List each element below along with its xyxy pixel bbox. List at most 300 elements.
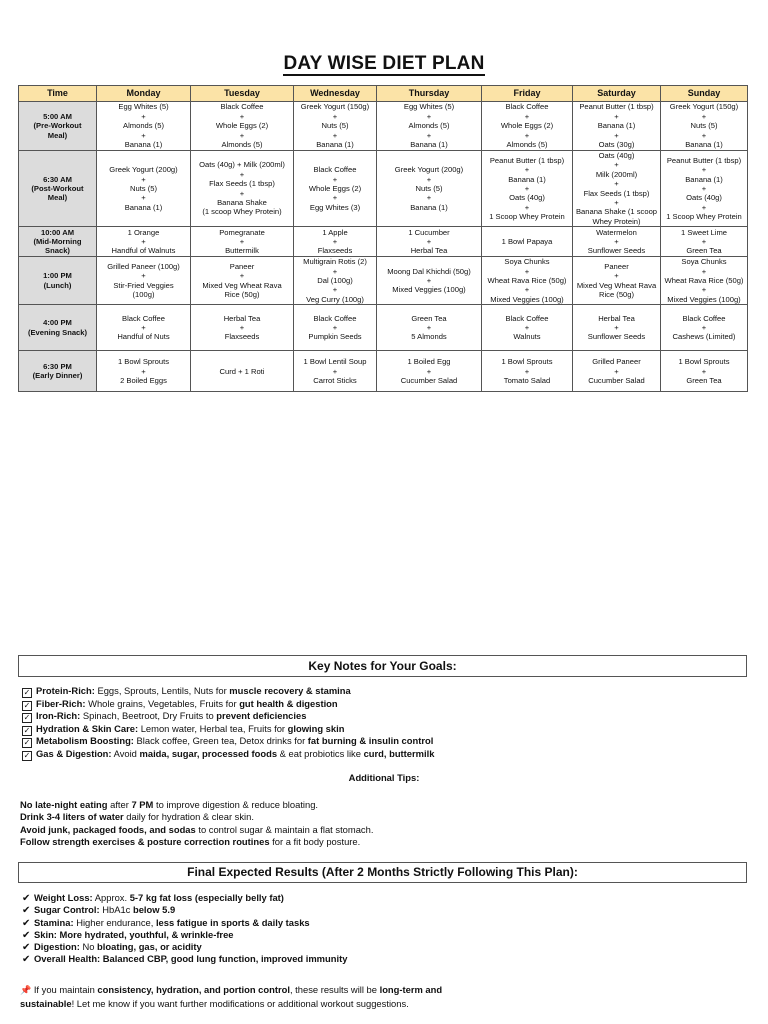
meal-item: Greek Yogurt (200g) [394, 165, 464, 175]
meal-item: 1 Scoop Whey Protein [489, 212, 565, 222]
meal-cell [482, 151, 573, 227]
meal-item: + [141, 366, 146, 376]
key-note-item [22, 748, 742, 761]
tip-emphasis: Avoid junk, packaged foods, and sodas [20, 823, 196, 835]
meal-item: 1 Cucumber [408, 227, 450, 237]
result-emphasis: bloating, gas, or acidity [97, 941, 202, 953]
diet-plan-table [18, 85, 748, 392]
meal-item: Flax Seeds (1 tbsp) [583, 188, 650, 198]
meal-item: Flaxseeds [224, 332, 260, 342]
meal-item: Egg Whites (5) [118, 102, 169, 112]
meal-cell [294, 351, 377, 392]
meal-item: + [524, 130, 530, 140]
meal-item: Multigrain Rotis (2) [303, 257, 367, 267]
note-emphasis: glowing skin [287, 722, 345, 734]
column-header-friday: Friday [482, 86, 573, 102]
time-label: (Pre-Workout [33, 121, 82, 131]
tip-text-2: to improve digestion & reduce bloating. [153, 799, 319, 810]
meal-item: Moong Dal Khichdi (50g) [387, 266, 471, 276]
result-emphasis: below 5.9 [132, 904, 176, 916]
heavy-check-icon: ✔ [22, 954, 31, 966]
meal-item: Greek Yogurt (150g) [669, 102, 739, 112]
pushpin-icon: 📌 [20, 986, 32, 996]
result-label: Digestion: [34, 941, 80, 953]
note-text: Spinach, Beetroot, Dry Fruits to [80, 710, 217, 722]
meal-cell [482, 305, 573, 351]
meal-item: + [141, 111, 146, 121]
tip-emphasis: No late-night eating [20, 799, 108, 810]
note-emphasis: fat burning & insulin control [307, 735, 434, 747]
meal-cell [294, 102, 377, 151]
meal-item: + [701, 266, 707, 276]
tip-item [20, 824, 750, 836]
meal-item: Oats (40g) [686, 193, 722, 203]
result-item [22, 904, 742, 916]
meal-item: Wheat Rava Rice (50g) [487, 276, 567, 286]
meal-item: Soya Chunks [681, 257, 727, 267]
meal-item: Buttermilk [225, 246, 259, 256]
meal-item: Mixed Veg Wheat Rava [576, 280, 657, 290]
meal-item: Grilled Paneer (100g) [107, 261, 180, 271]
meal-item: Banana (1) [124, 140, 163, 150]
meal-item: 1 Bowl Sprouts [501, 357, 553, 367]
checkbox-check-icon: ✓ [23, 750, 31, 760]
meal-item: Almonds (5) [221, 140, 263, 150]
meal-item: + [141, 323, 146, 333]
meal-item: Rice (50g) [598, 290, 635, 300]
meal-item: Veg Curry (100g) [306, 294, 364, 304]
meal-cell [97, 257, 191, 305]
tip-emphasis: Drink 3-4 liters of water [20, 811, 124, 823]
meal-item: Whole Eggs (2) [500, 121, 554, 131]
key-note-item [22, 723, 742, 736]
table-row [19, 102, 748, 151]
meal-item: Carrot Sticks [313, 375, 357, 385]
meal-item: + [239, 130, 245, 140]
meal-item: Peanut Butter (1 tbsp) [666, 155, 742, 165]
meal-item: Banana (1) [124, 202, 163, 212]
meal-item: Banana (1) [410, 202, 448, 212]
meal-cell [661, 257, 748, 305]
meal-item: + [332, 323, 338, 333]
note-text: Eggs, Sprouts, Lentils, Nuts for [94, 685, 230, 696]
meal-item: Pumpkin Seeds [308, 332, 362, 342]
column-header-saturday: Saturday [573, 86, 661, 102]
meal-item: 1 Scoop Whey Protein [666, 212, 742, 222]
time-label: 4:00 PM [43, 318, 72, 328]
meal-item: Oats (40g) [598, 151, 635, 160]
meal-item: + [426, 237, 432, 247]
meal-item: Banana (1) [685, 140, 723, 150]
checkbox-check-icon: ✓ [23, 725, 31, 735]
meal-item: Handful of Walnuts [111, 246, 176, 256]
meal-item: + [426, 111, 432, 121]
meal-cell [573, 257, 661, 305]
note-emphasis-2: curd, buttermilk [363, 747, 435, 759]
meal-item: Milk (200ml) [595, 169, 638, 179]
meal-cell [294, 227, 377, 257]
meal-item: + [332, 174, 338, 184]
meal-item: + [614, 323, 619, 333]
meal-item: + [701, 130, 707, 140]
meal-item: Banana (1) [508, 174, 546, 184]
meal-cell [97, 151, 191, 227]
meal-item: Mixed Veggies (100g) [490, 294, 564, 304]
result-item [22, 892, 742, 904]
column-header-tuesday: Tuesday [191, 86, 294, 102]
meal-item: + [426, 130, 432, 140]
note-label: Gas & Digestion: [36, 747, 112, 759]
time-label: (Mid-Morning [33, 237, 82, 247]
meal-cell [377, 102, 482, 151]
note-label: Metabolism Boosting: [36, 735, 134, 747]
meal-item: Green Tea [686, 375, 722, 385]
meal-item: Black Coffee [220, 102, 264, 112]
meal-item: Handful of Nuts [117, 332, 170, 342]
meal-item: 1 Orange [127, 227, 160, 237]
note-text: Lemon water, Herbal tea, Fruits for [138, 722, 288, 734]
meal-item: Herbal Tea [598, 313, 635, 323]
meal-item: Almonds (5) [408, 121, 450, 131]
meal-cell [573, 151, 661, 227]
meal-cell [482, 351, 573, 392]
meal-cell [97, 351, 191, 392]
meal-item: Banana (1) [685, 174, 723, 184]
column-header-monday: Monday [97, 86, 191, 102]
meal-cell [573, 102, 661, 151]
meal-item: Black Coffee [313, 165, 357, 175]
meal-item: Black Coffee [313, 313, 357, 323]
meal-item: + [332, 111, 338, 121]
meal-item: Peanut Butter (1 tbsp) [489, 155, 565, 165]
time-label: (Evening Snack) [27, 327, 88, 337]
meal-item: Soya Chunks [504, 257, 550, 267]
meal-item: + [701, 323, 707, 333]
meal-cell [294, 305, 377, 351]
meal-item: + [524, 165, 530, 175]
time-label: 5:00 AM [43, 111, 72, 121]
meal-item: + [614, 237, 619, 247]
meal-item: Green Tea [411, 313, 447, 323]
meal-item: Stir-Fried Veggies [113, 280, 174, 290]
heavy-check-icon: ✔ [22, 893, 31, 904]
meal-item: Curd + 1 Roti [219, 366, 265, 376]
time-label: Meal) [47, 193, 68, 203]
column-header-sunday: Sunday [661, 86, 748, 102]
meal-cell [661, 102, 748, 151]
meal-cell [377, 151, 482, 227]
additional-tips-heading: Additional Tips: [348, 772, 420, 783]
meal-item: Whey Protein) [592, 216, 641, 226]
additional-tips-list [20, 799, 750, 848]
meal-item: Almonds (5) [123, 121, 164, 131]
meal-item: Tomato Salad [503, 375, 551, 385]
meal-item: 1 Bowl Papaya [501, 237, 553, 247]
meal-item: Cashews (Limited) [672, 332, 736, 342]
time-cell [19, 151, 97, 227]
table-row [19, 151, 748, 227]
meal-item: 1 Boiled Egg [407, 357, 451, 367]
results-heading: Final Expected Results (After 2 Months Strictly Following This Plan): [18, 862, 747, 883]
meal-item: Sunflower Seeds [587, 332, 646, 342]
tip-item [20, 811, 750, 823]
meal-item: Wheat Rava Rice (50g) [664, 276, 744, 286]
time-label: Snack) [45, 246, 70, 256]
meal-item: + [426, 366, 432, 376]
meal-item: + [239, 237, 245, 247]
time-label: 6:30 AM [43, 174, 72, 184]
time-label: 1:00 PM [43, 271, 72, 281]
meal-item: + [332, 237, 338, 247]
meal-item: 2 Boiled Eggs [120, 375, 167, 385]
meal-item: Mixed Veggies (100g) [392, 285, 466, 295]
meal-cell [482, 102, 573, 151]
result-emphasis: Balanced CBP, good lung function, improved immunity [102, 953, 348, 965]
meal-item: + [701, 183, 707, 193]
meal-item: + [524, 323, 530, 333]
meal-item: Herbal Tea [410, 246, 448, 256]
meal-item: + [524, 202, 530, 212]
key-note-item [22, 685, 742, 698]
meal-item: + [524, 366, 530, 376]
meal-item: + [332, 266, 338, 276]
meal-cell [97, 227, 191, 257]
meal-item: Nuts (5) [321, 121, 349, 131]
note-text-2: & eat probiotics like [277, 747, 364, 759]
closing-note: 📌 If you maintain consistency, hydration, and portion control, these results will be long-term and sustainable! Let me know if you want further modifications or additional workout suggestions. [20, 984, 443, 1009]
meal-item: + [426, 174, 432, 184]
meal-item: Greek Yogurt (150g) [300, 102, 370, 112]
meal-item: + [701, 237, 707, 247]
meal-cell [191, 227, 294, 257]
meal-cell [97, 305, 191, 351]
time-label: (Post-Workout [31, 183, 84, 193]
meal-item: + [239, 111, 245, 121]
meal-cell [661, 227, 748, 257]
meal-item: + [614, 271, 619, 281]
meal-item: 1 Bowl Sprouts [678, 357, 730, 367]
meal-item: 1 Bowl Sprouts [117, 357, 170, 367]
key-note-item [22, 698, 742, 711]
tip-text: after [107, 799, 132, 810]
tip-text: daily for hydration & clear skin. [123, 811, 254, 823]
note-text: Black coffee, Green tea, Detox drinks for [133, 735, 308, 747]
meal-item: Banana Shake [217, 198, 267, 208]
meal-item: + [701, 165, 707, 175]
meal-cell [294, 151, 377, 227]
key-note-item [22, 735, 742, 748]
meal-cell [573, 351, 661, 392]
result-text: Higher endurance, [73, 916, 156, 928]
meal-item: Black Coffee [682, 313, 726, 323]
meal-item: Flax Seeds (1 tbsp) [209, 179, 275, 189]
meal-item: Sunflower Seeds [587, 246, 646, 256]
meal-item: + [701, 202, 707, 212]
meal-item: Greek Yogurt (200g) [109, 165, 178, 175]
meal-item: + [614, 179, 619, 189]
meal-item: + [701, 111, 707, 121]
meal-item: + [141, 193, 146, 203]
meal-item: Walnuts [513, 332, 541, 342]
meal-item: Almonds (5) [506, 140, 548, 150]
meal-item: + [332, 193, 338, 203]
meal-item: + [614, 160, 619, 170]
meal-cell [294, 257, 377, 305]
table-row [19, 305, 748, 351]
time-label: (Lunch) [43, 280, 72, 290]
result-label: Stamina: [34, 916, 74, 928]
checkbox-check-icon: ✓ [23, 713, 31, 723]
checkbox-check-icon: ✓ [23, 738, 31, 748]
tip-item [20, 799, 750, 811]
heavy-check-icon: ✔ [22, 942, 31, 954]
meal-item: Paneer [229, 261, 255, 271]
meal-item: Cucumber Salad [588, 375, 645, 385]
time-cell [19, 351, 97, 392]
meal-item: Banana (1) [597, 121, 636, 131]
meal-cell [661, 351, 748, 392]
meal-item: + [701, 285, 707, 295]
heavy-check-icon: ✔ [22, 917, 31, 929]
meal-item: + [141, 271, 146, 281]
result-label: Skin: [34, 928, 57, 940]
note-emphasis: maida, sugar, processed foods [139, 747, 278, 759]
meal-item: Mixed Veg Wheat Rava [202, 280, 282, 290]
meal-item: + [701, 366, 707, 376]
meal-item: Egg Whites (5) [403, 102, 455, 112]
meal-cell [191, 305, 294, 351]
note-emphasis: muscle recovery & stamina [229, 685, 351, 696]
meal-cell [377, 257, 482, 305]
page-title: DAY WISE DIET PLAN [283, 53, 485, 74]
checkbox-check-icon: ✓ [23, 688, 31, 697]
meal-item: Herbal Tea [223, 313, 261, 323]
key-note-item [22, 710, 742, 723]
meal-item: Paneer [604, 261, 629, 271]
tip-text: to control sugar & maintain a flat stomach. [195, 823, 374, 835]
column-header-thursday: Thursday [377, 86, 482, 102]
meal-item: Green Tea [686, 246, 722, 256]
meal-item: + [332, 366, 338, 376]
result-text: Approx. [92, 892, 130, 903]
meal-item: + [524, 111, 530, 121]
table-header-row [19, 86, 748, 102]
meal-item: + [141, 174, 146, 184]
result-emphasis: 5-7 kg fat loss (especially belly fat) [129, 892, 284, 903]
meal-cell [191, 351, 294, 392]
meal-item: Watermelon [596, 227, 637, 237]
meal-item: Nuts (5) [690, 121, 718, 131]
meal-item: Whole Eggs (2) [215, 121, 269, 131]
meal-item: (1 scoop Whey Protein) [202, 207, 282, 217]
checkbox-check-icon: ✓ [23, 700, 31, 710]
result-item [22, 953, 742, 965]
meal-item: Egg Whites (3) [309, 202, 361, 212]
meal-item: + [239, 169, 245, 179]
meal-item: + [239, 323, 245, 333]
meal-cell [377, 351, 482, 392]
meal-cell [191, 102, 294, 151]
tip-emphasis-2: 7 PM [131, 799, 154, 810]
meal-cell [482, 227, 573, 257]
meal-item: Nuts (5) [129, 183, 157, 193]
meal-item: Dal (100g) [317, 276, 353, 286]
meal-item: (100g) [132, 290, 155, 300]
note-label: Protein-Rich: [36, 685, 95, 696]
meal-item: 1 Apple [322, 227, 348, 237]
time-label: 10:00 AM [40, 227, 75, 237]
meal-item: + [614, 198, 619, 208]
meal-cell [97, 102, 191, 151]
meal-item: Oats (40g) + Milk (200ml) [199, 160, 285, 170]
meal-cell [573, 227, 661, 257]
column-header-wednesday: Wednesday [294, 86, 377, 102]
result-emphasis: More hydrated, youthful, & wrinkle-free [59, 928, 234, 940]
meal-item: Nuts (5) [415, 183, 443, 193]
note-emphasis: prevent deficiencies [216, 710, 307, 722]
table-row [19, 351, 748, 392]
meal-item: Flaxseeds [317, 246, 353, 256]
meal-item: Rice (50g) [224, 290, 260, 300]
meal-item: Pomegranate [219, 227, 265, 237]
meal-item: Peanut Butter (1 tbsp) [579, 102, 654, 112]
meal-item: Black Coffee [122, 313, 165, 323]
meal-item: Black Coffee [505, 102, 549, 112]
meal-item: + [239, 271, 245, 281]
time-cell [19, 257, 97, 305]
meal-item: Grilled Paneer [592, 357, 641, 367]
result-item [22, 929, 742, 941]
note-label: Hydration & Skin Care: [36, 722, 139, 734]
time-cell [19, 227, 97, 257]
result-item [22, 917, 742, 929]
meal-item: Black Coffee [505, 313, 549, 323]
meal-item: Oats (30g) [598, 140, 635, 150]
time-cell [19, 305, 97, 351]
tip-item [20, 836, 750, 848]
meal-item: + [524, 266, 530, 276]
meal-cell [661, 151, 748, 227]
meal-item: + [332, 130, 338, 140]
result-emphasis: less fatigue in sports & daily tasks [155, 916, 310, 928]
meal-item: + [614, 366, 619, 376]
result-label: Sugar Control: [34, 904, 100, 916]
meal-cell [191, 257, 294, 305]
time-label: 6:30 PM [43, 361, 72, 371]
meal-item: Banana Shake (1 scoop [575, 207, 658, 217]
table-row [19, 257, 748, 305]
meal-item: + [426, 193, 432, 203]
note-label: Fiber-Rich: [36, 697, 86, 709]
result-item [22, 941, 742, 953]
meal-item: Oats (40g) [509, 193, 545, 203]
time-label: Meal) [47, 130, 68, 140]
meal-item: Cucumber Salad [400, 375, 458, 385]
meal-item: 5 Almonds [411, 332, 447, 342]
note-emphasis: gut health & digestion [239, 697, 338, 709]
meal-cell [377, 227, 482, 257]
note-text: Avoid [111, 747, 140, 759]
meal-item: Banana (1) [316, 140, 354, 150]
meal-item: + [614, 130, 619, 140]
meal-cell [482, 257, 573, 305]
result-text: HbA1c [99, 904, 133, 916]
result-label: Overall Health: [34, 953, 101, 965]
meal-item: Banana (1) [410, 140, 448, 150]
meal-cell [573, 305, 661, 351]
note-text: Whole grains, Vegetables, Fruits for [85, 697, 240, 709]
results-list [22, 892, 742, 966]
